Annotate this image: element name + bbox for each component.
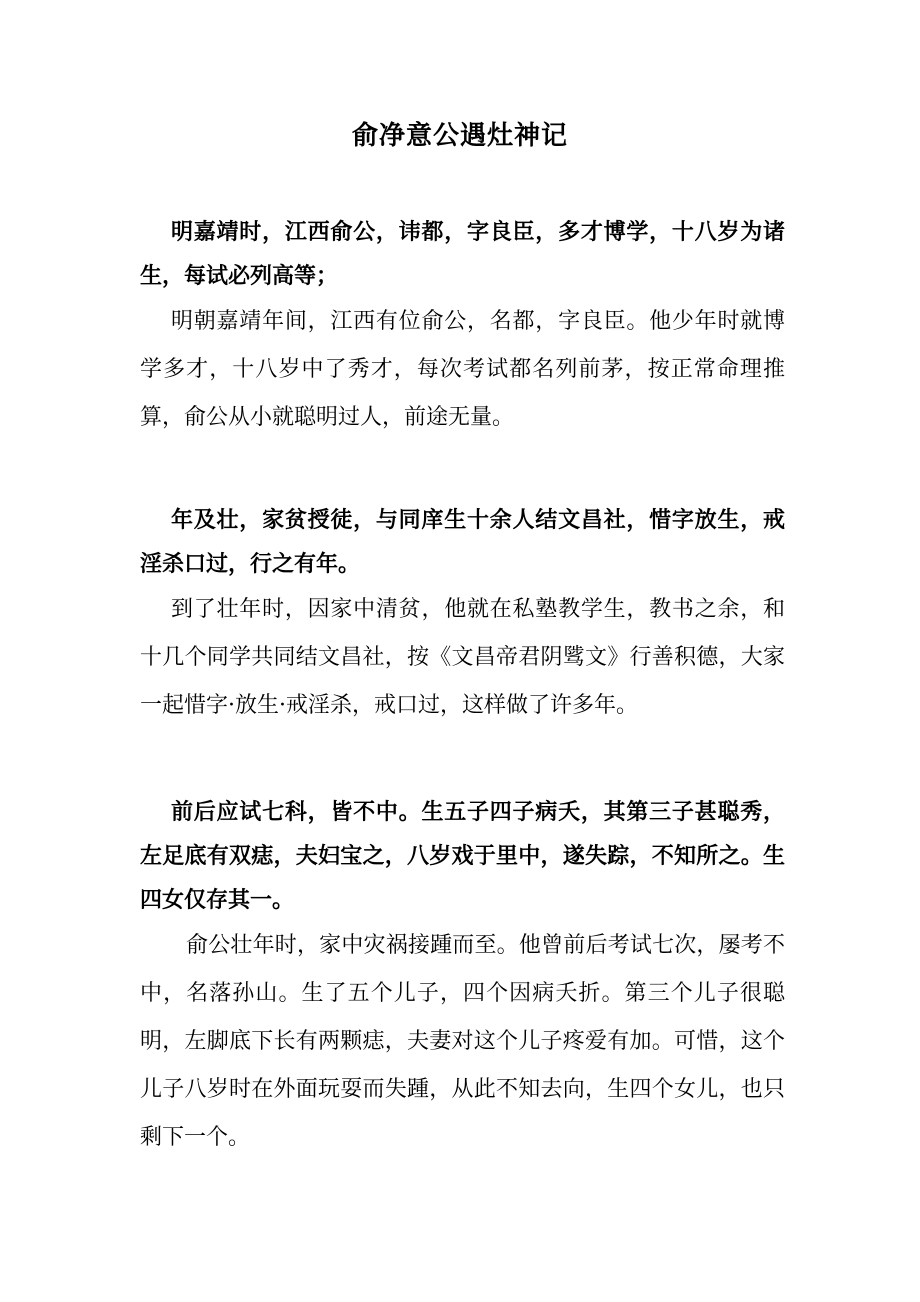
section-2 xyxy=(140,498,785,730)
document-title: 俞净意公遇灶神记 xyxy=(351,121,568,151)
translation-text: 明朝嘉靖年间，江西有位俞公，名都，字良臣。他少年时就博学多才，十八岁中了秀才，每次考试都名列前茅，按正常命理推算，俞公从小就聪明过人，前途无量。 xyxy=(140,309,785,430)
translation-text: 俞公壮年时，家中灾祸接踵而至。他曾前后考试七次，屡考不中，名落孙山。生了五个儿子，四个因病夭折。第三个儿子很聪明，左脚底下长有两颗痣，夫妻对这个儿子疼爱有加。可惜，这个儿子八岁时在外面玩耍而失踵，从此不知去向，生四个女儿，也只剩下一个。 xyxy=(140,933,785,1150)
original-text: 明嘉靖时，江西俞公，讳都，字良臣，多才博学，十八岁为诸生，每试必列高等； xyxy=(140,219,785,289)
section-3 xyxy=(140,790,785,1162)
section-1 xyxy=(140,210,785,442)
translation-text: 到了壮年时，因家中清贫，他就在私塾教学生，教书之余，和十几个同学共同结文昌社，按《文昌帝君阴骘文》行善积德，大家一起惜字·放生·戒淫杀，戒口过，这样做了许多年。 xyxy=(140,597,785,718)
original-text: 年及壮，家贫授徒，与同庠生十余人结文昌社，惜字放生，戒淫杀口过，行之有年。 xyxy=(140,507,785,577)
original-text: 前后应试七科，皆不中。生五子四子病夭，其第三子甚聪秀，左足底有双痣，夫妇宝之，八岁戏于里中，遂失踪，不知所之。生四女仅存其一。 xyxy=(140,799,785,913)
